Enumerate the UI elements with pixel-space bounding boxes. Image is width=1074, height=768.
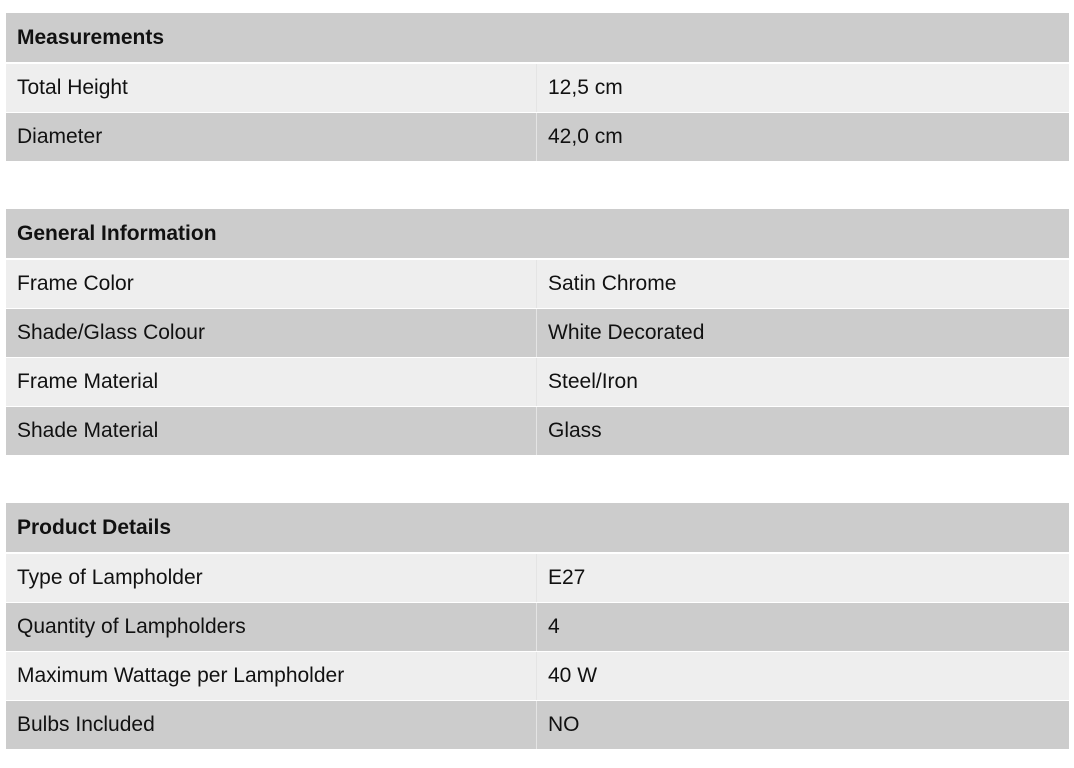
row-label: Total Height <box>6 64 537 112</box>
section-title: General Information <box>17 222 217 245</box>
general-information-header <box>6 209 1069 259</box>
table-row <box>6 63 1069 112</box>
table-row <box>6 357 1069 406</box>
table-row <box>6 602 1069 651</box>
row-label: Type of Lampholder <box>6 554 537 602</box>
row-value: Satin Chrome <box>548 272 677 295</box>
row-value: Glass <box>548 419 602 442</box>
row-value: 40 W <box>548 664 598 687</box>
table-row <box>6 651 1069 700</box>
table-row <box>6 308 1069 357</box>
section-title: Product Details <box>17 516 172 539</box>
measurements-header <box>6 13 1069 63</box>
table-row <box>6 700 1069 749</box>
product-details-header <box>6 503 1069 553</box>
measurements-table <box>6 13 1069 161</box>
row-label: Shade/Glass Colour <box>6 309 537 357</box>
table-row <box>6 406 1069 455</box>
general-information-table <box>6 209 1069 455</box>
product-details-table <box>6 503 1069 749</box>
row-label: Maximum Wattage per Lampholder <box>6 652 537 700</box>
row-value: White Decorated <box>548 321 705 344</box>
row-label: Frame Color <box>6 260 537 308</box>
section-title: Measurements <box>17 26 165 49</box>
row-value: Steel/Iron <box>548 370 638 393</box>
table-row <box>6 112 1069 161</box>
row-value: E27 <box>548 566 586 589</box>
table-row <box>6 259 1069 308</box>
row-label: Frame Material <box>6 358 537 406</box>
row-label: Quantity of Lampholders <box>6 603 537 651</box>
row-value: NO <box>548 713 580 736</box>
row-label: Shade Material <box>6 407 537 455</box>
row-value: 4 <box>548 615 560 638</box>
row-value: 12,5 cm <box>548 76 623 99</box>
table-row <box>6 553 1069 602</box>
row-value: 42,0 cm <box>548 125 623 148</box>
row-label: Diameter <box>6 113 537 161</box>
row-label: Bulbs Included <box>6 701 537 749</box>
